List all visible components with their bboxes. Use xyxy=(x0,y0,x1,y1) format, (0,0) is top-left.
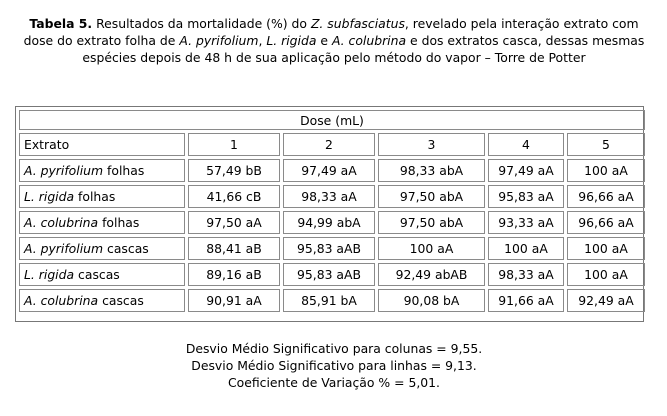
results-table-frame xyxy=(15,106,644,322)
species-name: A. colubrina xyxy=(24,215,99,230)
dose-column-header: 3 xyxy=(378,133,485,156)
extract-cell xyxy=(19,185,185,208)
results-table xyxy=(16,107,648,315)
table-row xyxy=(19,289,645,312)
table-row xyxy=(19,159,645,182)
extract-cell xyxy=(19,159,185,182)
mortality-value: 100 aA xyxy=(567,159,645,182)
mortality-value: 96,66 aA xyxy=(567,211,645,234)
mortality-value: 98,33 abA xyxy=(378,159,485,182)
extract-cell xyxy=(19,237,185,260)
dose-header: Dose (mL) xyxy=(19,110,645,130)
caption-text: Resultados da mortalidade (%) do xyxy=(92,16,311,31)
table-row xyxy=(19,237,645,260)
mortality-value: 96,66 aA xyxy=(567,185,645,208)
column-header-row xyxy=(19,133,645,156)
extract-cell xyxy=(19,263,185,286)
plant-part: folhas xyxy=(98,215,140,230)
mortality-value: 85,91 bA xyxy=(283,289,375,312)
table-caption xyxy=(14,15,654,66)
extract-header: Extrato xyxy=(19,133,185,156)
plant-part: cascas xyxy=(98,293,144,308)
mortality-value: 57,49 bB xyxy=(188,159,280,182)
caption-separator: e xyxy=(316,33,332,48)
mortality-value: 88,41 aB xyxy=(188,237,280,260)
footer-dms-columns: Desvio Médio Significativo para colunas = 9,55. xyxy=(185,341,483,356)
caption-species-1: A. pyrifolium xyxy=(179,33,259,48)
caption-separator: , xyxy=(258,33,267,48)
mortality-value: 100 aA xyxy=(567,263,645,286)
caption-text: e dos extratos casca, dessas mesmas espécies depois de 48 h de sua aplicação pelo método do vapor – Torre de Potter xyxy=(82,33,645,65)
dose-column-header: 4 xyxy=(488,133,564,156)
plant-part: folhas xyxy=(74,189,116,204)
species-name: A. pyrifolium xyxy=(24,241,104,256)
mortality-value: 97,49 aA xyxy=(283,159,375,182)
extract-cell xyxy=(19,289,185,312)
mortality-value: 91,66 aA xyxy=(488,289,564,312)
table-row xyxy=(19,263,645,286)
mortality-value: 95,83 aAB xyxy=(283,263,375,286)
mortality-value: 97,50 abA xyxy=(378,211,485,234)
species-name: A. pyrifolium xyxy=(24,163,104,178)
table-footer xyxy=(14,340,654,391)
mortality-value: 100 aA xyxy=(378,237,485,260)
species-name: L. rigida xyxy=(24,189,75,204)
footer-cv: Coeficiente de Variação % = 5,01. xyxy=(228,375,440,390)
caption-species-3: A. colubrina xyxy=(331,33,407,48)
dose-column-header: 1 xyxy=(188,133,280,156)
species-name: A. colubrina xyxy=(24,293,99,308)
mortality-value: 100 aA xyxy=(488,237,564,260)
mortality-value: 97,50 aA xyxy=(188,211,280,234)
mortality-value: 97,50 abA xyxy=(378,185,485,208)
dose-column-header: 5 xyxy=(567,133,645,156)
caption-text: , revelado pela interação extrato com dose do extrato folha de xyxy=(23,16,639,48)
plant-part: cascas xyxy=(103,241,149,256)
mortality-value: 95,83 aA xyxy=(488,185,564,208)
mortality-value: 94,99 abA xyxy=(283,211,375,234)
dose-header-row xyxy=(19,110,645,130)
mortality-value: 41,66 cB xyxy=(188,185,280,208)
mortality-value: 98,33 aA xyxy=(283,185,375,208)
caption-species-2: L. rigida xyxy=(266,33,317,48)
mortality-value: 95,83 aAB xyxy=(283,237,375,260)
mortality-value: 92,49 aA xyxy=(567,289,645,312)
mortality-value: 93,33 aA xyxy=(488,211,564,234)
caption-species-z: Z. subfasciatus xyxy=(310,16,405,31)
mortality-value: 92,49 abAB xyxy=(378,263,485,286)
table-row xyxy=(19,185,645,208)
mortality-value: 90,91 aA xyxy=(188,289,280,312)
plant-part: folhas xyxy=(103,163,145,178)
mortality-value: 97,49 aA xyxy=(488,159,564,182)
mortality-value: 98,33 aA xyxy=(488,263,564,286)
dose-column-header: 2 xyxy=(283,133,375,156)
species-name: L. rigida xyxy=(24,267,75,282)
footer-dms-rows: Desvio Médio Significativo para linhas = 9,13. xyxy=(191,358,477,373)
extract-cell xyxy=(19,211,185,234)
mortality-value: 89,16 aB xyxy=(188,263,280,286)
table-row xyxy=(19,211,645,234)
caption-label: Tabela 5. xyxy=(29,16,93,31)
plant-part: cascas xyxy=(74,267,120,282)
mortality-value: 90,08 bA xyxy=(378,289,485,312)
mortality-value: 100 aA xyxy=(567,237,645,260)
